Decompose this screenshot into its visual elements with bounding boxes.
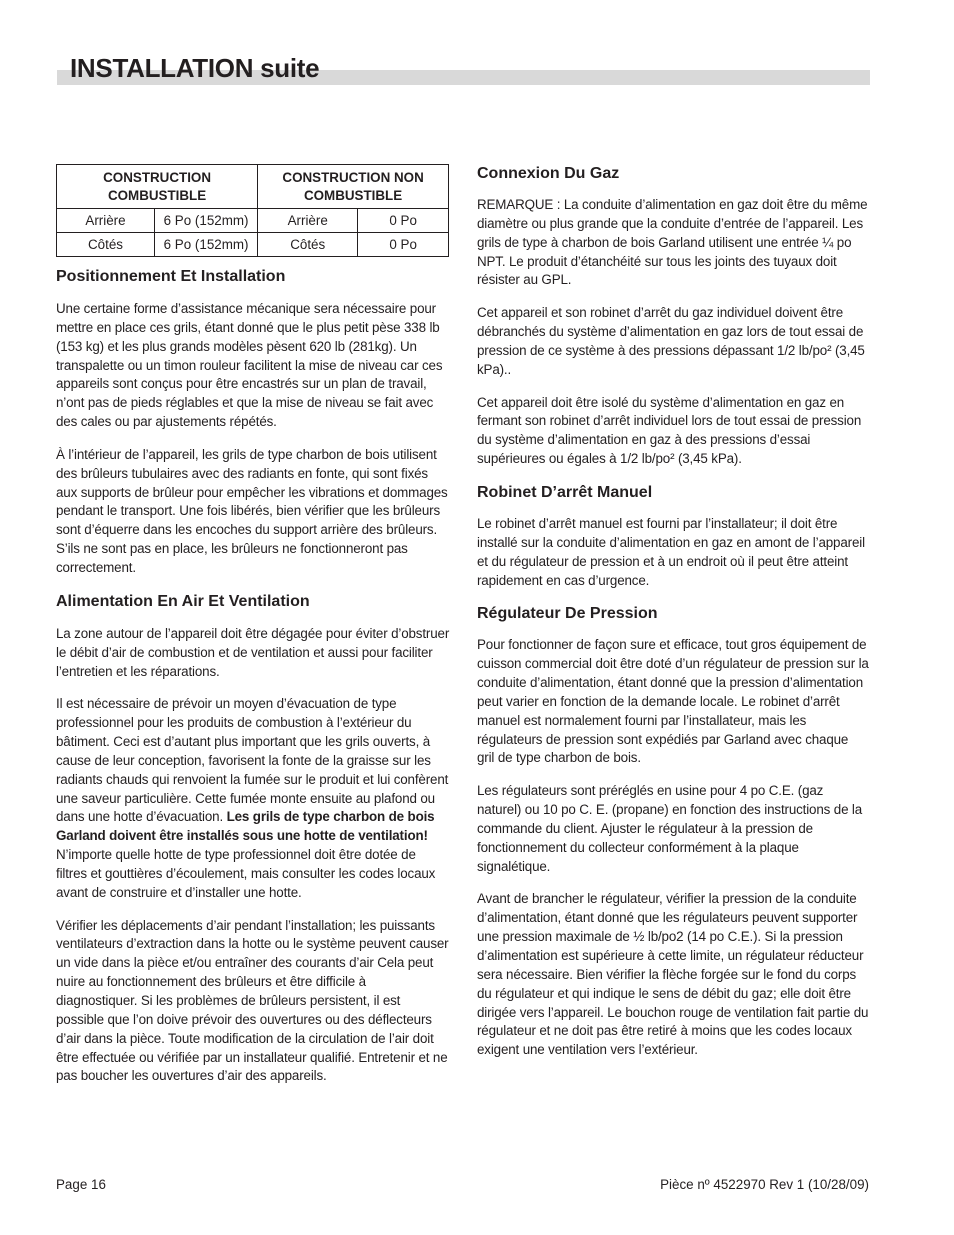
table-cell: 0 Po <box>358 209 449 233</box>
table-cell: Arrière <box>57 209 155 233</box>
paragraph: Vérifier les déplacements d’air pendant l’installation; les puissants ventilateurs d’extraction dans la hotte ou le système peuvent causer un vide dans la pièce et/ou entraîner des courants d’air Cela peut nuire au fonctionnement des brûleurs et être difficile à diagnostiquer. Si les problèmes de brûleurs persistent, il est possible que l’on doive prévoir des ouvertures ou des déflecteurs d’air dans la pièce. Toute modification de la circulation de l’air doit être effectuée ou vérifiée par un installateur qualifié. Entretenir et ne pas boucher les ouvertures d’air des appareils. <box>56 917 449 1084</box>
paragraph-text: Il est nécessaire de prévoir un moyen d’évacuation de type professionnel pour les produits de combustion à l’extérieur du bâtiment. Ceci est d’autant plus important que les grils ouverts, à cause de leur conception, favorisent la fonte de la graisse sur les radiants chauds qui renvoient la fumée sur le produit et lui confèrent une saveur particulière. Cette fumée monte ensuite au plafond ou dans une hotte d’évacuation. <box>56 696 449 825</box>
table-cell: Côtés <box>258 233 358 257</box>
paragraph: La zone autour de l’appareil doit être dégagée pour éviter d’obstruer le débit d’air de combustion et de ventilation et aussi pour faciliter l’entretien et les réparations. <box>56 625 450 679</box>
table-cell: 0 Po <box>358 233 449 257</box>
table-header-row <box>57 165 449 209</box>
paragraph: Cet appareil doit être isolé du système d’alimentation en gaz en fermant son robinet d’arrêt individuel lors de tout essai de pression du système d’alimentation en gaz à des pressions d’essai supérieures ou égales à 1/2 lb/po² (3,45 kPa). <box>477 394 862 467</box>
section-heading-ventilation: Alimentation En Air Et Ventilation <box>56 592 310 610</box>
section-heading-positionnement: Positionnement Et Installation <box>56 268 286 285</box>
table-header-non-combustible: CONSTRUCTION NON COMBUSTIBLE <box>258 165 449 209</box>
paragraph: Avant de brancher le régulateur, vérifier la pression de la conduite d’alimentation, étant donné que les régulateurs peuvent supporter une pression maximale de ½ lb/po2 (14 po C.E.). Si la pression d’alimentation est supérieure à cette limite, un régulateur réducteur sera nécessaire. Bien vérifier la flèche forgée sur le fond du corps du régulateur et qui indique le sens de débit du gaz; elle doit être dirigée vers l’appareil. Le bouchon rouge de ventilation fait partie du régulateur et ne doit pas être retiré à moins que les codes locaux exigent une ventilation vers l’extérieur. <box>477 891 869 1058</box>
paragraph: Pour fonctionner de façon sure et efficace, tout gros équipement de cuisson commercial doit être doté d’un régulateur de pression sur la conduite d’alimentation, étant donné que la pression d’alimentation peut varier en fonction de la demande locale. Le robinet d’arrêt manuel est normalement fourni par l’installateur, mais les régulateurs de pression sont expédiés par Garland avec chaque gril de type charbon de bois. <box>477 637 869 766</box>
part-number: Pièce nº 4522970 Rev 1 (10/28/09) <box>660 1177 869 1192</box>
paragraph: Une certaine forme d’assistance mécanique sera nécessaire pour mettre en place ces grils, étant donné que le plus petit pèse 338 lb (153 kg) et les plus grands modèles pèsent 620 lb (281kg). Un transpalette ou un timon rouleur facilitent la mise de niveau car ces appareils sont conçus pour être encastrés sur un plan de travail, n’ont pas de pieds réglables et que la mise de niveau se fait avec des cales ou par ajustements répétés. <box>56 301 443 430</box>
paragraph: Cet appareil et son robinet d’arrêt du gaz individuel doivent être débranchés du système d’alimentation en gaz lors de tout essai de pression de ce système à des pressions dépassant 1/2 lb/po² (3,45 kPa).. <box>477 305 865 377</box>
page-title: INSTALLATION suite <box>70 53 320 83</box>
table-row <box>57 209 449 233</box>
paragraph: Les régulateurs sont préréglés en usine pour 4 po C.E. (gaz naturel) ou 10 po C. E. (propane) en fonction des instructions de la commande du client. Ajuster le régulateur à la pression de fonctionnement du collecteur conformément à la plaque signalétique. <box>477 783 863 874</box>
table-cell: 6 Po (152mm) <box>154 209 257 233</box>
clearance-table <box>56 164 449 257</box>
table-row <box>57 233 449 257</box>
table-header-combustible: CONSTRUCTION COMBUSTIBLE <box>57 165 258 209</box>
table-cell: Côtés <box>57 233 155 257</box>
warning-text: Les grils de type charbon de bois Garland doivent être installés sous une hotte de ventilation! <box>56 809 435 844</box>
right-column <box>477 164 869 1074</box>
paragraph <box>56 695 450 902</box>
section-heading-robinet: Robinet D’arrêt Manuel <box>477 483 653 501</box>
paragraph: À l’intérieur de l’appareil, les grils de type charbon de bois utilisent des brûleurs tubulaires avec des radiants en fonte, qui sont fixés aux supports de brûleur pour empêcher les vibrations et dommages pendant le transport. Une fois libérés, bien vérifier que les brûleurs sont d’équerre dans les encoches du support arrière des brûleurs. S’ils ne sont pas en place, les brûleurs ne fonctionneront pas correctement. <box>56 446 448 575</box>
section-heading-regulateur: Régulateur De Pression <box>477 605 658 623</box>
paragraph-text: N’importe quelle hotte de type professionnel doit être dotée de filtres et gouttières d’écoulement, mais consulter les codes locaux avant de construire et d’installer une hotte. <box>56 847 436 900</box>
page-number: Page 16 <box>56 1177 106 1192</box>
table-cell: Arrière <box>258 209 358 233</box>
section-heading-gaz: Connexion Du Gaz <box>477 165 620 182</box>
paragraph: Le robinet d’arrêt manuel est fourni par l’installateur; il doit être installé sur la conduite d’alimentation en gaz en amont de l’appareil et du régulateur de pression et à un endroit où il peut être atteint rapidement en cas d’urgence. <box>477 515 865 588</box>
paragraph: REMARQUE : La conduite d’alimentation en gaz doit être du même diamètre ou plus grande que la conduite d’entrée de l’appareil. Les grils de type à charbon de bois Garland utilisent une entrée ¼ po NPT. Le produit d’étanchéité sur tous les joints des tuyaux doit résister au GPL. <box>477 197 868 288</box>
table-cell: 6 Po (152mm) <box>154 233 257 257</box>
left-column <box>56 164 450 1100</box>
